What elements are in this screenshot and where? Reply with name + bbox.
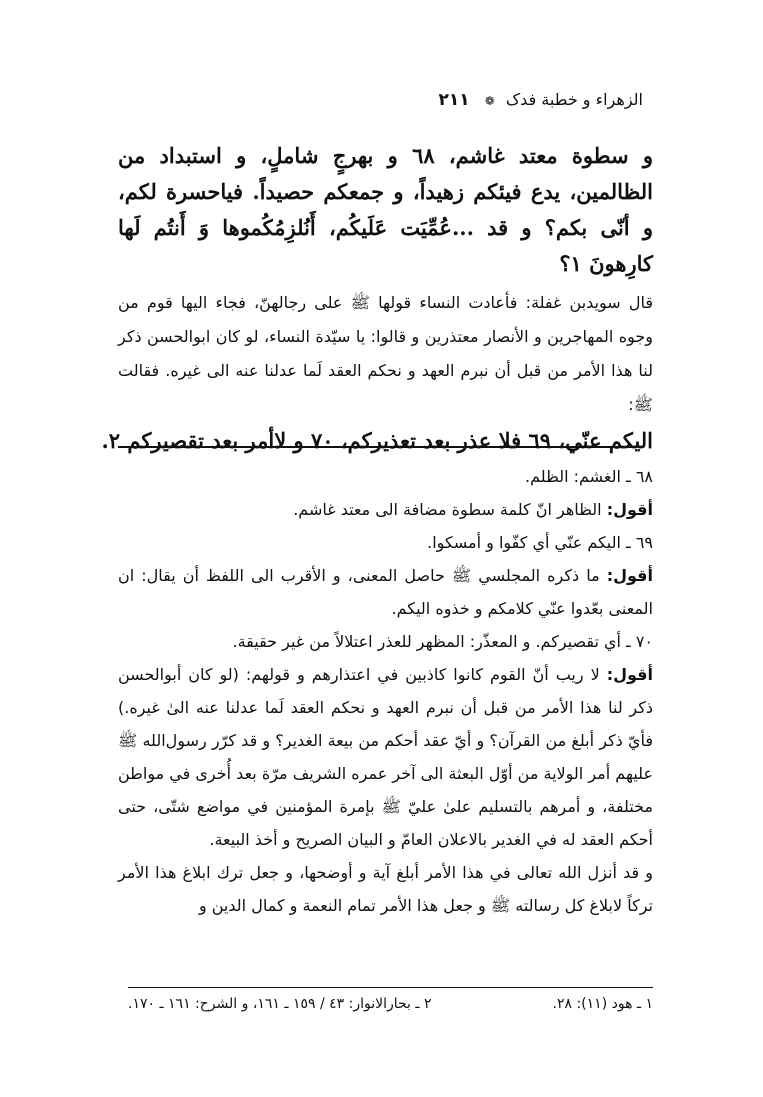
footnote-1: ١ ـ هود (١١): ٢٨. [552, 996, 653, 1012]
aqul-label: أقول: [606, 566, 653, 585]
note-70-definition: ٧٠ ـ أي تقصيركم. و المعذّر: المظهر للعذر اعتلالاً من غير حقيقة. [232, 632, 653, 651]
main-divider [118, 446, 633, 448]
footnote-divider [128, 987, 653, 988]
note-68-comment [118, 493, 653, 526]
note-69-comment [118, 559, 653, 625]
note-69-comment-text: ما ذكره المجلسي ﷺ حاصل المعنى، و الأقرب الى اللفظ أن يقال: ان المعنى بعّدوا عنّي كلامكم و خذوه اليكم. [118, 566, 653, 618]
main-text [101, 138, 653, 460]
aqul-label: أقول: [606, 500, 653, 519]
note-70-comment-continued: و قد أنزل الله تعالى في هذا الأمر أبلغ آية و أوضحها، و جعل ترك ابلاغ هذا الأمر تركاً لابلاغ كل رسالته ﷺ و جعل هذا الأمر تمام النعمة و كمال الدين و [118, 863, 653, 915]
note-70-comment [118, 658, 653, 856]
sermon-reply: اليكم عنّي، ٦٩ فلا عذر بعد تعذيركم، ٧٠ و لاأمر بعد تقصيركم ٢. [101, 428, 653, 453]
footnote-2: ٢ ـ بحارالانوار: ٤٣ / ١٥٩ ـ ١٦١، و الشرح: ١٦١ ـ ١٧٠. [128, 996, 432, 1012]
note-68-definition: ٦٨ ـ الغشم: الظلم. [525, 467, 653, 486]
footnotes [128, 996, 653, 1012]
running-header [438, 90, 643, 110]
aqul-label: أقول: [606, 665, 653, 684]
note-70-comment-text: لا ريب أنّ القوم كانوا كاذبين في اعتذارهم و قولهم: (لو كان أبوالحسن ذكر لنا هذا الأمر من قبل أن نبرم العهد و نحكم العقد لَما عدلنا عنه الیٰ غيره.) فأيّ ذكر أبلغ من القرآن؟ و أيّ عقد أحكم من بيعة الغدير؟ و قد كرّر رسول‌الله ﷺ عليهم أمر الولاية من أوّل البعثة الى آخر عمره الشريف مرّة بعد أُخرى في مواطن مختلفة، و أمرهم بالتسليم علیٰ عليّ ﷺ بإمرة المؤمنين في مواضع شتّى، حتى أحكم العقد له في الغدير بالاعلان العامّ و البيان الصريح و أخذ البيعة. [118, 665, 653, 849]
note-69-definition: ٦٩ ـ اليكم عنّي أي كفّوا و أمسكوا. [427, 533, 653, 552]
page-number: ٢١١ [438, 90, 470, 110]
header-title: الزهراء و خطبة فدک [505, 90, 643, 109]
commentary [118, 460, 653, 922]
sermon-excerpt: و سطوة معتد غاشم، ٦٨ و بهرجٍ شاملٍ، و استبداد من الظالمين، يدع فيئكم زهيداً، و جمعكم حصيداً. فياحسرة لكم، و أنّى بكم؟ و قد ...عُمِّيَت عَلَيكُم، أَنُلزِمُكُموها وَ أَنتُم لَها كارِهونَ ١؟ [118, 143, 653, 276]
ornament-icon: ❁ [484, 94, 495, 108]
note-68-comment-text: الظاهر انّ كلمة سطوة مضافة الى معتد غاشم. [293, 500, 602, 519]
narration-paragraph: قال سويدبن غفلة: فأعادت النساء قولها ﷺ على رجالهنّ، فجاء اليها قوم من وجوه المهاجرين و الأنصار معتذرين و قالوا: يا سيّدة النساء، لو كان ابوالحسن ذكر لنا هذا الأمر من قبل أن نبرم العهد و نحكم العقد لَما عدلنا عنه الى غيره. فقالت ﷺ: [118, 293, 653, 414]
